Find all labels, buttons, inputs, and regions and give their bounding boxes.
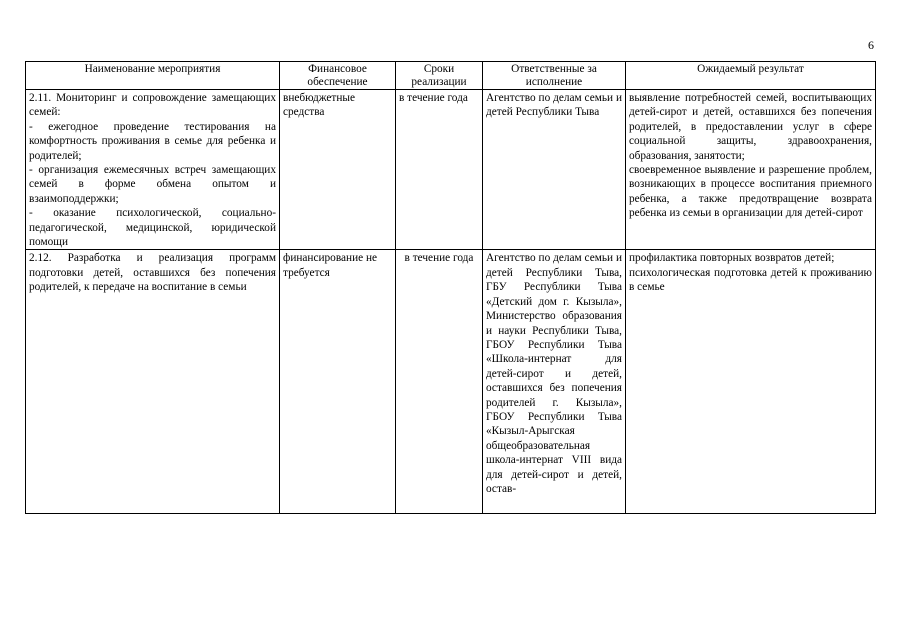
event-line: - оказание психологической, социально-педагогической, медицинской, юридической помощи: [29, 207, 276, 249]
result-line: профилактика повторных возвратов детей;: [629, 252, 835, 265]
result-cell: [626, 90, 876, 250]
result-cell: [626, 250, 876, 514]
financing-cell: финансирование не требуется: [280, 250, 396, 514]
table-row: [26, 90, 876, 250]
event-cell: [26, 250, 280, 514]
header-event-name: Наименование мероприятия: [26, 62, 280, 90]
event-cell: [26, 90, 280, 250]
event-line: 2.11. Мониторинг и сопровождение замещающих семей:: [29, 92, 276, 119]
responsible-cell: Агентство по делам семьи и детей Республики Тыва: [483, 90, 626, 250]
responsible-cell: Агентство по делам семьи и детей Республики Тыва, ГБУ Республики Тыва «Детский дом г. Кызыла», Министерство образования и науки Республики Тыва, ГБОУ Республики Тыва «Школа-интернат для детей-сирот и детей, оставшихся без попечения родителей г. Кызыла», ГБОУ Республики Тыва «Кызыл-Арыгская общеобразовательная школа-интернат VIII вида для детей-сирот и детей, остав-: [483, 250, 626, 514]
table-header-row: [26, 62, 876, 90]
financing-cell: внебюджетные средства: [280, 90, 396, 250]
action-plan-table: [25, 61, 876, 514]
result-line: своевременное выявление и разрешение проблем, возникающих в процессе воспитания приемного ребенка, а также предотвращение возврата ребенка из семьи в организации для детей-сирот: [629, 164, 872, 220]
event-line: - ежегодное проведение тестирования на комфортность проживания в семье для ребенка и родителей;: [29, 120, 276, 162]
header-financing: Финансовое обеспечение: [280, 62, 396, 90]
event-line: 2.12. Разработка и реализация программ подготовки детей, оставшихся без попечения родителей, к передаче на воспитание в семьи: [29, 252, 276, 294]
terms-cell: в течение года: [396, 90, 483, 250]
result-line: психологическая подготовка детей к проживанию в семье: [629, 266, 872, 294]
event-line: - организация ежемесячных встреч замещающих семей в форме обмена опытом и взаимоподдержки;: [29, 164, 276, 205]
page-number: 6: [868, 38, 874, 52]
header-responsible: Ответственные за исполнение: [483, 62, 626, 90]
terms-cell: в течение года: [396, 250, 483, 514]
header-terms: Сроки реализации: [396, 62, 483, 90]
header-expected-result: Ожидаемый результат: [626, 62, 876, 90]
table-row: [26, 250, 876, 514]
result-line: выявление потребностей семей, воспитывающих детей-сирот и детей, оставшихся без попечения родителей, в предоставлении услуг в сфере социальной защиты, здравоохранения, образования, занятости;: [629, 92, 872, 162]
